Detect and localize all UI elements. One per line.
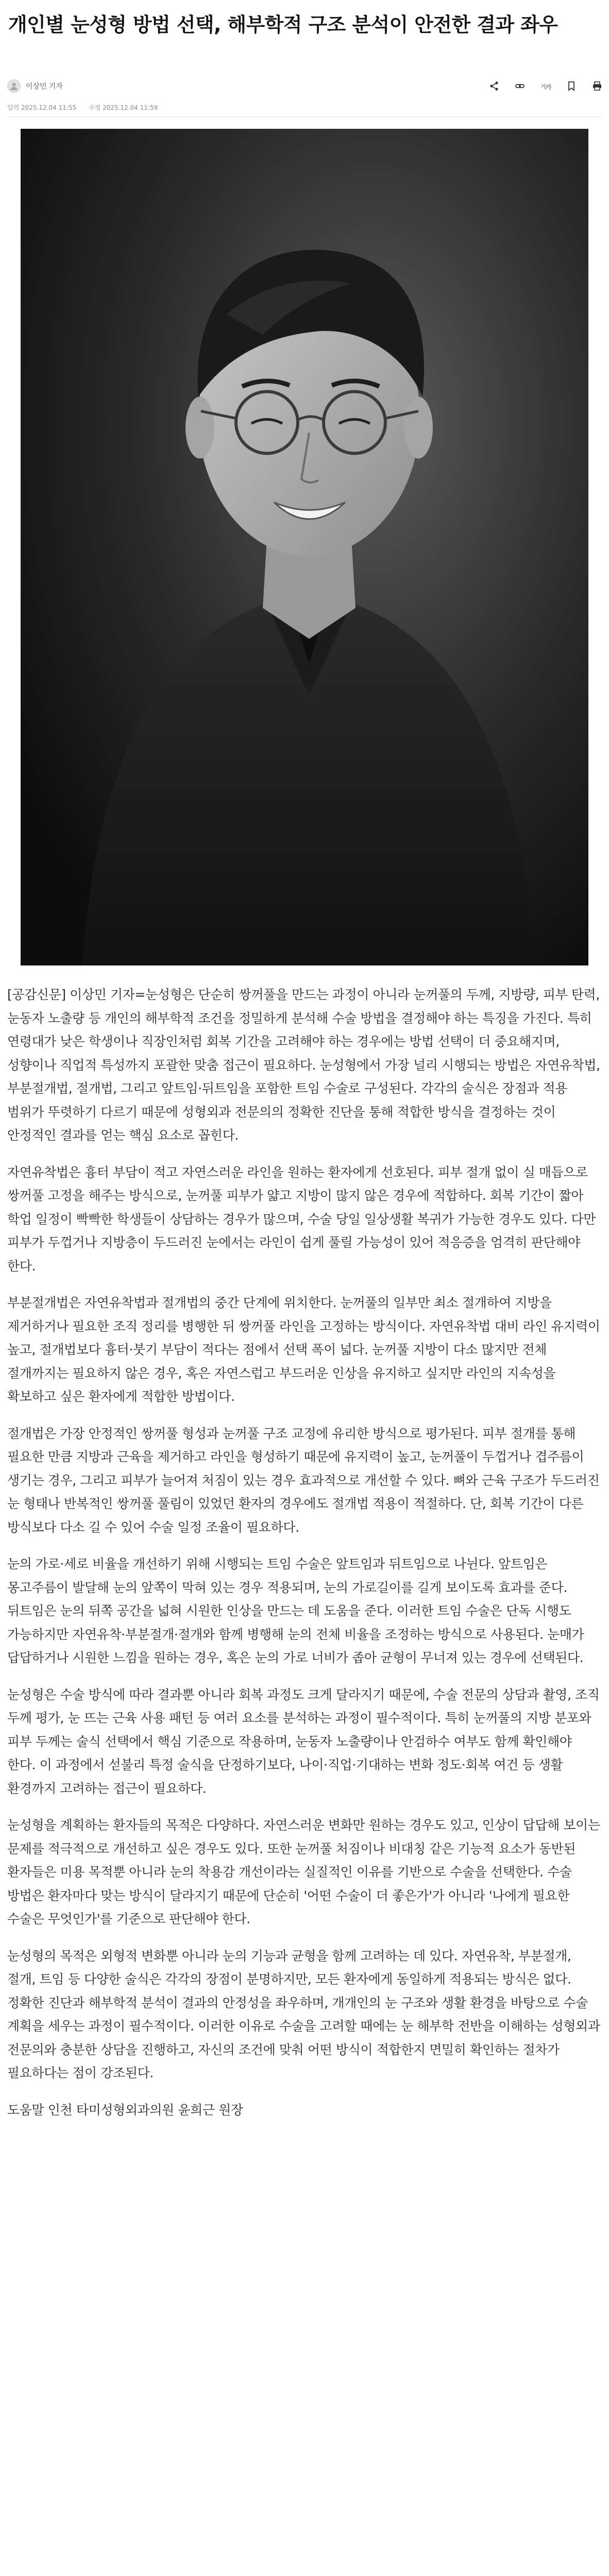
article-paragraph: 눈성형을 계획하는 환자들의 목적은 다양하다. 자연스러운 변화만 원하는 경우도 있고, 인상이 답답해 보이는 문제를 적극적으로 개선하고 싶은 경우도 있다. 또한 눈꺼풀 처짐이나 비대칭 같은 기능적 요소가 동반된 환자들은 미용 목적뿐 아니라 눈의 착용감 개선이라는 실질적인 이유를 기반으로 수술을 선택한다. 수술 방법은 환자마다 맞는 방식이 달라지기 때문에 단순히 '어떤 수술이 더 좋은가'가 아니라 '나에게 필요한 수술은 무엇인가'를 기준으로 판단해야 한다. — [7, 1818, 600, 1926]
article-toolbar — [488, 80, 603, 92]
user-avatar-icon — [7, 79, 21, 93]
article-photo — [21, 129, 588, 965]
reporter-name[interactable]: 이상민 기자 — [26, 82, 63, 91]
article-title: 개인별 눈성형 방법 선택, 해부학적 구조 분석이 안전한 결과 좌우 — [8, 13, 558, 36]
date-updated: 수정 2025.12.04 11:59 — [89, 104, 158, 111]
article-paragraph: 자연유착법은 흉터 부담이 적고 자연스러운 라인을 원하는 환자에게 선호된다. 피부 절개 없이 실 매듭으로 쌍꺼풀 고정을 해주는 방식으로, 눈꺼풀 피부가 얇고 지방이 많지 않은 경우에 적합하다. 회복 기간이 짧아 학업 일정이 빡빡한 학생들이 상담하는 경우가 많으며, 수술 당일 일상생활 복귀가 가능한 경우도 있다. 다만 피부가 두껍거나 지방층이 두드러진 눈에서는 라인이 쉽게 풀릴 가능성이 있어 적응증을 엄격히 판단해야 한다. — [7, 1164, 596, 1274]
print-icon[interactable] — [591, 80, 603, 92]
article-paragraph: 눈의 가로·세로 비율을 개선하기 위해 시행되는 트임 수술은 앞트임과 뒤트임으로 나뉜다. 앞트임은 몽고주름이 발달해 눈의 앞쪽이 막혀 있는 경우 적용되며, 눈의 가로길이를 길게 보이도록 효과를 준다. 뒤트임은 눈의 뒤쪽 공간을 넓혀 시원한 인상을 만드는 데 도움을 준다. 이러한 트임 수술은 단독 시행도 가능하지만 자연유착·부분절개·절개와 함께 병행해 눈의 전체 비율을 조정하는 방식으로 사용된다. 눈매가 답답하거나 시원한 느낌을 원하는 경우, 혹은 눈의 가로 너비가 좁아 균형이 무너져 있는 경우에 선택된다. — [7, 1556, 584, 1665]
article-paragraph: 부분절개법은 자연유착법과 절개법의 중간 단계에 위치한다. 눈꺼풀의 일부만 최소 절개하여 지방을 제거하거나 필요한 조직 정리를 병행한 뒤 쌍꺼풀 라인을 고정하는 방식이다. 자연유착법 대비 라인 유지력이 높고, 절개법보다 흉터·붓기 부담이 적다는 점에서 선택 폭이 넓다. 눈꺼풀 지방이 다소 많지만 전체 절개까지는 필요하지 않은 경우, 혹은 자연스럽고 부드러운 인상을 유지하고 싶지만 라인의 지속성을 확보하고 싶은 환자에게 적합한 방법이다. — [7, 1295, 600, 1404]
svg-text:가: 가 — [545, 84, 552, 92]
font-size-icon[interactable] — [540, 80, 551, 92]
header-divider — [7, 116, 603, 117]
article-dates — [7, 103, 158, 112]
article-paragraph: 눈성형의 목적은 외형적 변화뿐 아니라 눈의 기능과 균형을 함께 고려하는 데 있다. 자연유착, 부분절개, 절개, 트임 등 다양한 술식은 각각의 장점이 분명하지만, 모든 환자에게 동일하게 적용되는 방식은 없다. 정확한 진단과 해부학적 분석이 결과의 안정성을 좌우하며, 개개인의 눈 구조와 생활 환경을 바탕으로 수술 계획을 세우는 과정이 필수적이다. 이러한 이유로 수술을 고려할 때에는 눈 해부학 전반을 이해하는 성형외과 전문의와 충분한 상담을 진행하고, 자신의 조건에 맞춰 어떤 방식이 적합한지 면밀히 확인하는 절차가 필요하다는 점이 강조된다. — [7, 1948, 600, 2080]
date-published: 입력 2025.12.04 11:55 — [7, 104, 77, 111]
bookmark-icon[interactable] — [566, 80, 577, 92]
article-credit: 도움말 인천 타미성형외과의원 윤희근 원장 — [7, 2102, 243, 2117]
article-body — [7, 983, 603, 2135]
share-icon[interactable] — [488, 80, 500, 92]
article-paragraph: [공감신문] 이상민 기자=눈성형은 단순히 쌍꺼풀을 만드는 과정이 아니라 눈꺼풀의 두께, 지방량, 피부 탄력, 눈동자 노출량 등 개인의 해부학적 조건을 정밀하게 분석해 수술 방법을 결정해야 하는 특징을 가진다. 특히 연령대가 낮은 학생이나 직장인처럼 회복 기간을 고려해야 하는 경우에는 방법 선택이 더 중요해지며, 성향이나 직업적 특성까지 포괄한 맞춤 접근이 필요하다. 눈성형에서 가장 널리 시행되는 방법은 자연유착법, 부분절개법, 절개법, 그리고 앞트임·뒤트임을 포함한 트임 수술로 구성된다. 각각의 술식은 장점과 적용 범위가 뚜렷하기 다르기 때문에 성형외과 전문의의 정확한 진단을 통해 적합한 방식을 결정하는 것이 안정적인 결과를 얻는 핵심 요소로 꼽힌다. — [7, 987, 600, 1143]
svg-text:가: 가 — [541, 84, 546, 90]
article-paragraph: 절개법은 가장 안정적인 쌍꺼풀 형성과 눈꺼풀 구조 교정에 유리한 방식으로 평가된다. 피부 절개를 통해 필요한 만큼 지방과 근육을 제거하고 라인을 형성하기 때문에 유지력이 높고, 눈꺼풀이 두껍거나 겹주름이 생기는 경우, 그리고 피부가 늘어져 처짐이 있는 경우 효과적으로 개선할 수 있다. 뼈와 근육 구조가 두드러진 눈 형태나 반복적인 쌍꺼풀 풀림이 있었던 환자의 경우에도 절개법 적용이 적절하다. 단, 회복 기간이 다른 방식보다 다소 길 수 있어 수술 일정 조율이 필요하다. — [7, 1426, 600, 1535]
byline — [7, 78, 603, 94]
article-paragraph: 눈성형은 수술 방식에 따라 결과뿐 아니라 회복 과정도 크게 달라지기 때문에, 수술 전문의 상담과 촬영, 조직 두께 평가, 눈 뜨는 근육 사용 패턴 등 여러 요소를 분석하는 과정이 필수적이다. 특히 눈꺼풀의 지방 분포와 피부 두께는 술식 선택에서 핵심 기준으로 작용하며, 눈동자 노출량이나 안검하수 여부도 함께 확인해야 한다. 이 과정에서 섣불리 특정 술식을 단정하기보다, 나이·직업·기대하는 변화 정도·회복 여건 등 생활 환경까지 고려하는 접근이 필요하다. — [7, 1687, 600, 1796]
link-icon[interactable] — [514, 80, 526, 92]
